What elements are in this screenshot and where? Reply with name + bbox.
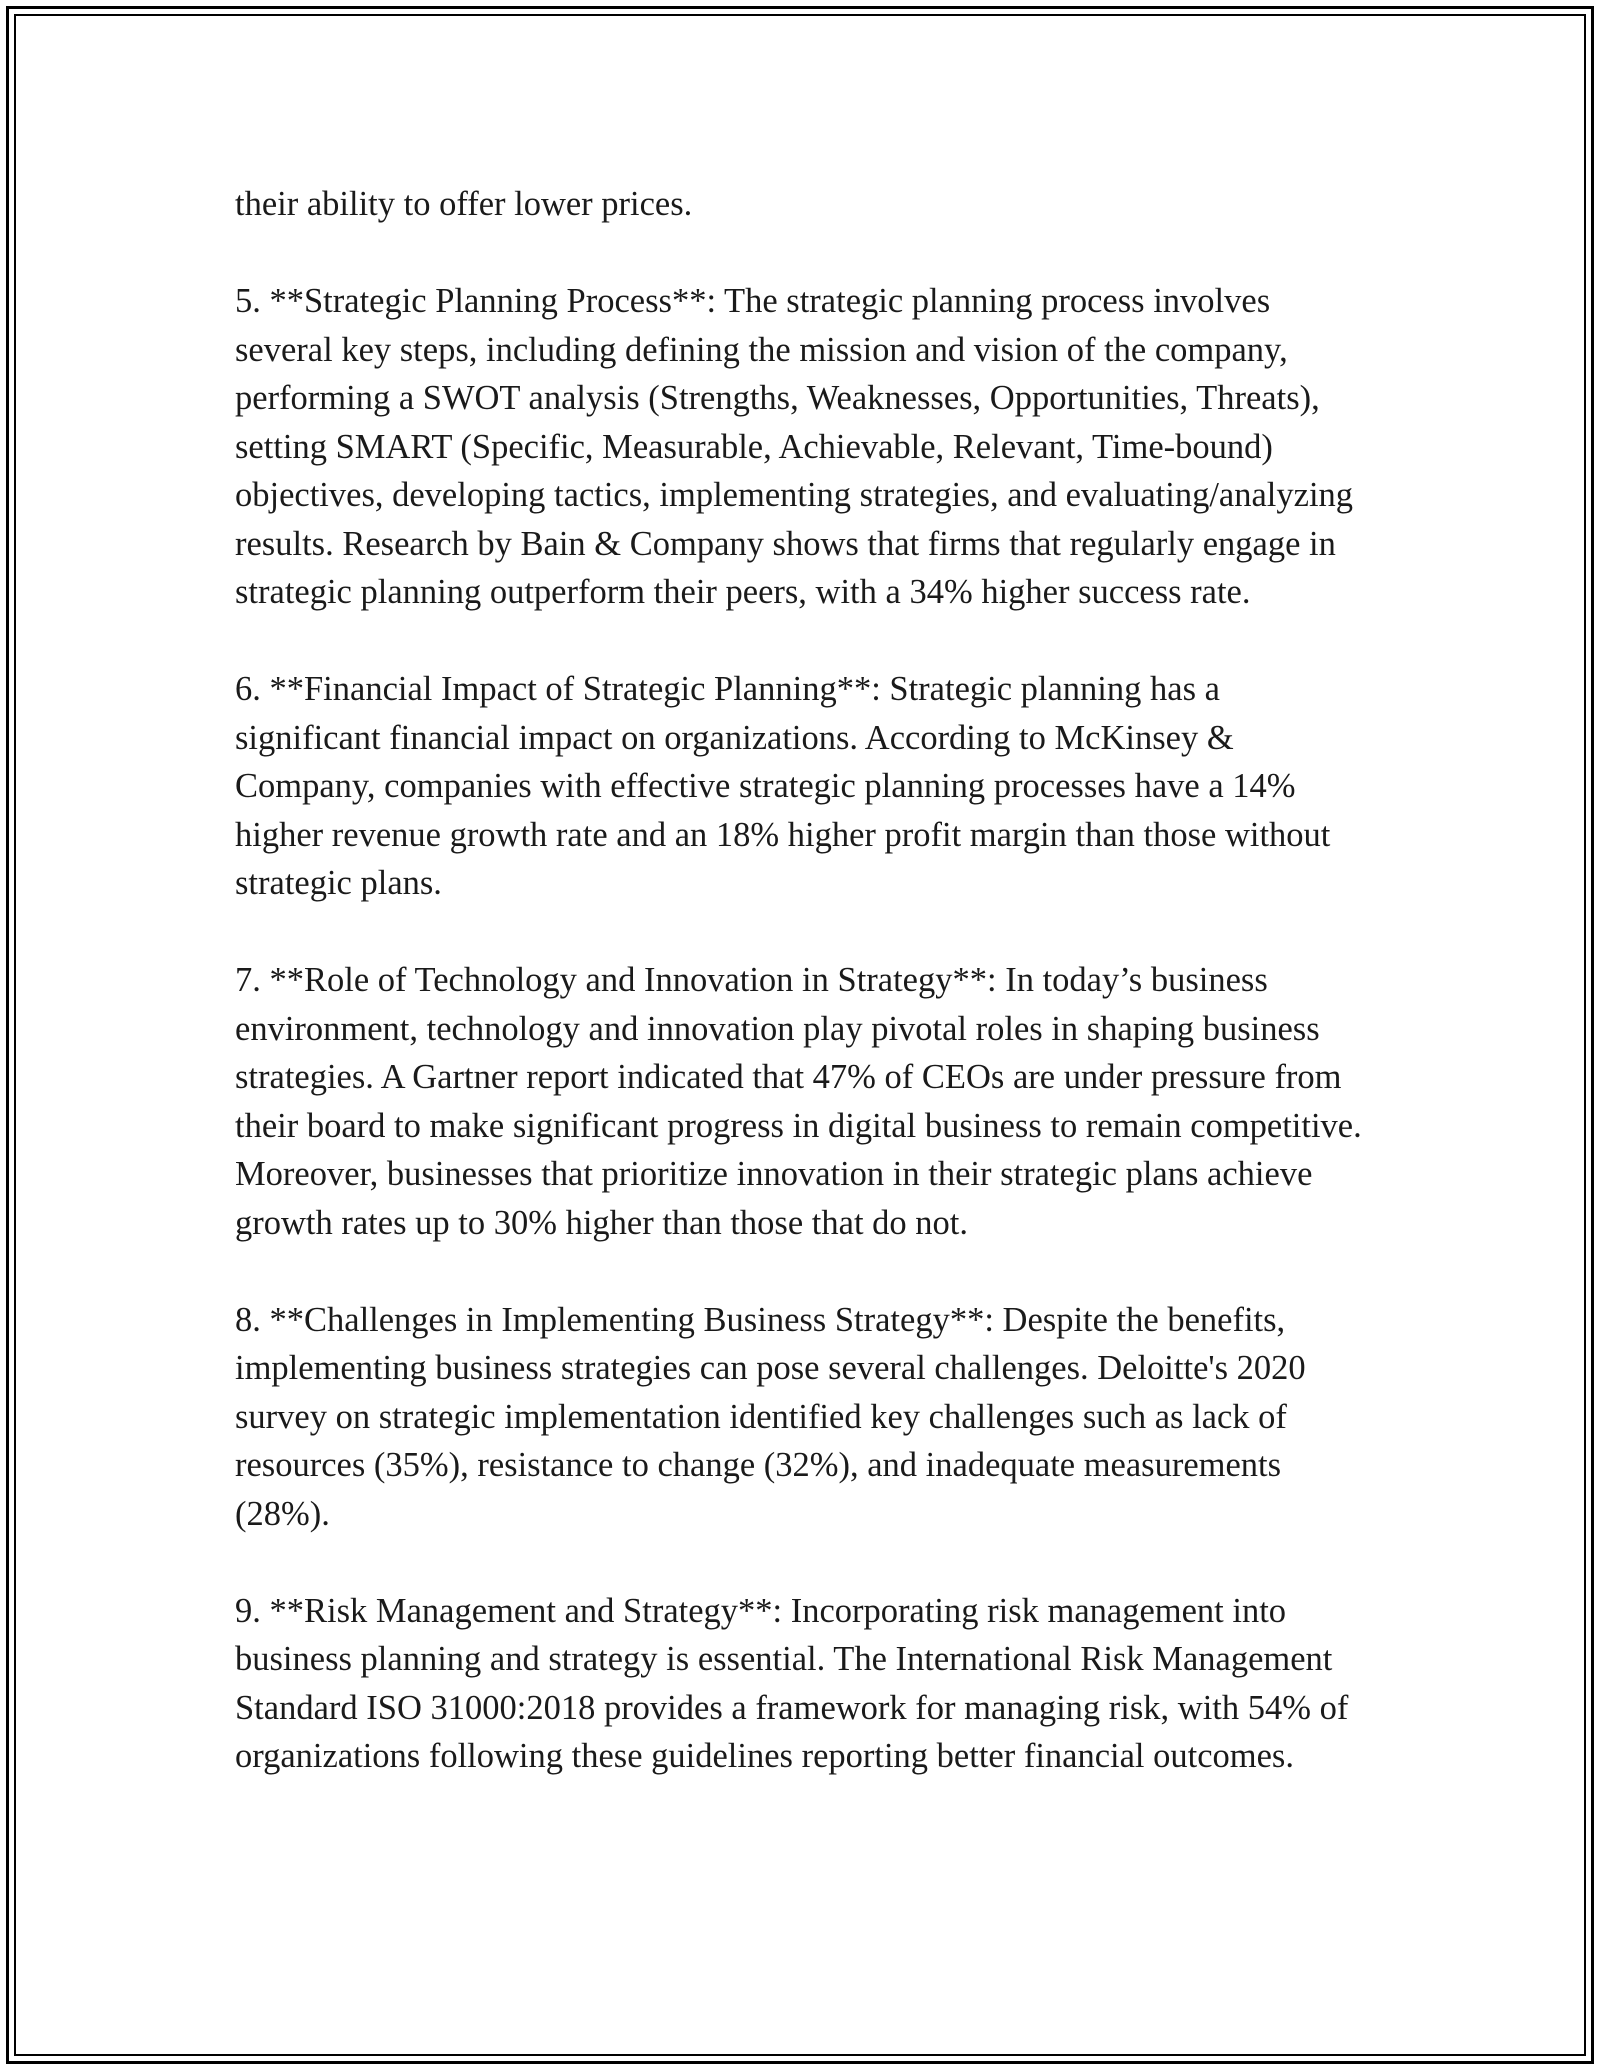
paragraph-financial-impact: 6. **Financial Impact of Strategic Planning**: Strategic planning has a significant financial impact on organizations. According to McKinsey & Company, companies with effective strategic planning processes have a 14% higher revenue growth rate and an 18% higher profit margin than those without strategic plans. [235,670,1331,902]
paragraph-risk-management: 9. **Risk Management and Strategy**: Incorporating risk management into business planning and strategy is essential. The International Risk Management Standard ISO 31000:2018 provides a framework for managing risk, with 54% of organizations following these guidelines reporting better financial outcomes. [235,1591,1349,1775]
paragraph-technology-innovation: 7. **Role of Technology and Innovation in Strategy**: In today’s business environment, technology and innovation play pivotal roles in shaping business strategies. A Gartner report indicated that 47% of CEOs are under pressure from their board to make significant progress in digital business to remain competitive. Moreover, businesses that prioritize innovation in their strategic plans achieve growth rates up to 30% higher than those that do not. [235,961,1362,1242]
document-body [235,180,1370,1829]
paragraph-strategic-planning-process: 5. **Strategic Planning Process**: The strategic planning process involves several key steps, including defining the mission and vision of the company, performing a SWOT analysis (Strengths, Weaknesses, Opportunities, Threats), setting SMART (Specific, Measurable, Achievable, Relevant, Time-bound) objectives, developing tactics, implementing strategies, and evaluating/analyzing results. Research by Bain & Company shows that firms that regularly engage in strategic planning outperform their peers, with a 34% higher success rate. [235,282,1354,611]
paragraph-implementation-challenges: 8. **Challenges in Implementing Business Strategy**: Despite the benefits, implementing business strategies can pose several challenges. Deloitte's 2020 survey on strategic implementation identified key challenges such as lack of resources (35%), resistance to change (32%), and inadequate measurements (28%). [235,1300,1306,1533]
paragraph-continuation: their ability to offer lower prices. [235,185,693,223]
